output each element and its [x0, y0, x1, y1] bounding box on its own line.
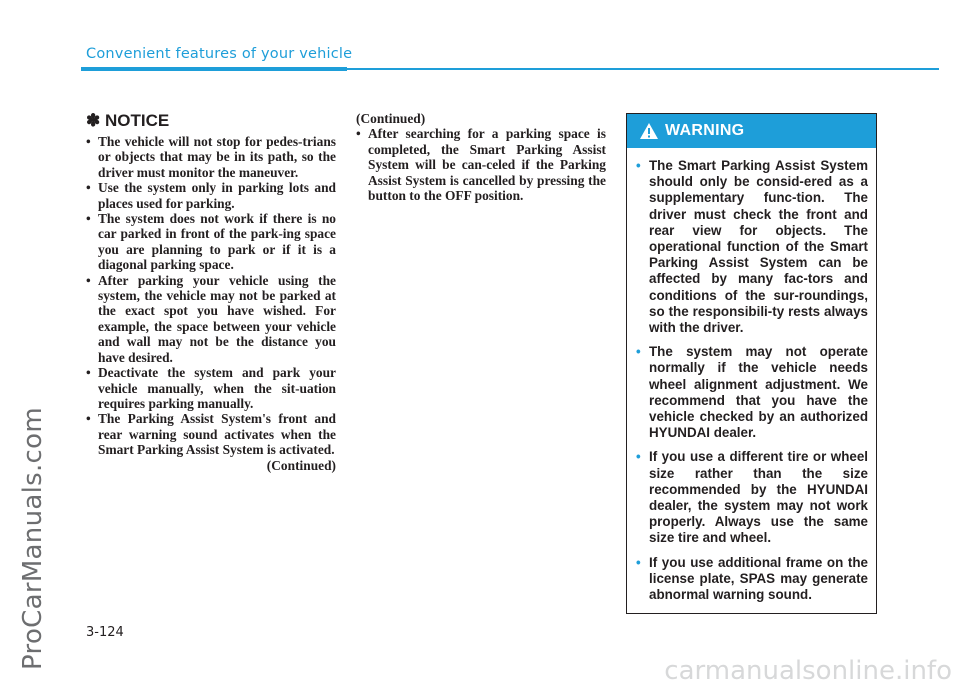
notice-title: ✽ NOTICE: [86, 111, 170, 130]
notice-item: • The Parking Assist System's front and rear warning sound activates when the Smart Parking Assist System is activated.: [86, 411, 336, 458]
header-rule: [81, 67, 347, 71]
continued-label: (Continued): [266, 457, 336, 473]
warning-item: • The Smart Parking Assist System should only be consid-ered as a supplementary func-tion. The driver must check the front and rear view for objects. The operational function of the Smart Parking Assist System can be affected by many fac-tors and conditions of the sur-roundings, so the responsibili-ty rests always with the driver.: [636, 158, 868, 336]
bullet-icon: •: [636, 449, 641, 465]
continuation-item: • After searching for a parking space is completed, the Smart Parking Assist System will be can-celed if the Parking Assist System is cancelled by pressing the button to the OFF position.: [356, 126, 606, 204]
header-rule-line: [347, 68, 939, 70]
continued-heading: (Continued): [356, 111, 426, 126]
warning-item: • The system may not operate normally if the vehicle needs wheel alignment adjustment. We recommend that you have the vehicle checked by an authorized HYUNDAI dealer.: [636, 344, 868, 441]
bottom-watermark: carmanualsonline.info: [664, 656, 952, 686]
notice-column: [86, 111, 336, 474]
bullet-icon: •: [636, 344, 641, 360]
bullet-icon: •: [636, 158, 641, 173]
notice-item: • After parking your vehicle using the system, the vehicle may not be parked at the exact spot you have wished. For example, the space between your vehicle and wall may not be the distance you have desired.: [86, 272, 336, 365]
warning-item: • If you use additional frame on the license plate, SPAS may generate abnormal warning sound.: [636, 554, 868, 603]
notice-item: • The vehicle will not stop for pedes-trians or objects that may be in its path, so the driver must monitor the maneuver.: [86, 134, 336, 180]
bullet-icon: •: [86, 180, 91, 196]
notice-item: • Use the system only in parking lots and places used for parking.: [86, 180, 336, 211]
page-number: 3-124: [86, 625, 124, 640]
bullet-icon: •: [86, 211, 91, 227]
continuation-column: [356, 111, 606, 203]
side-watermark: ProCarManuals.com: [18, 407, 48, 670]
bullet-icon: •: [636, 554, 641, 570]
notice-item: • The system does not work if there is no car parked in front of the park-ing space you are planning to park or if it is a diagonal parking space.: [86, 211, 336, 273]
warning-list: [627, 148, 876, 603]
bullet-icon: •: [86, 411, 91, 427]
bullet-icon: •: [356, 126, 361, 142]
bullet-icon: •: [86, 272, 91, 288]
warning-header: [627, 114, 876, 148]
warning-title: WARNING: [665, 122, 745, 139]
warning-box: [626, 113, 877, 614]
warning-item: • If you use a different tire or wheel size rather than the size recommended by the HYUNDAI dealer, the system may not work properly. Always use the same size tire and wheel.: [636, 449, 868, 546]
continuation-list: [356, 126, 606, 203]
bullet-icon: •: [86, 134, 91, 149]
notice-item: • Deactivate the system and park your vehicle manually, when the sit-uation requires parking manually.: [86, 365, 336, 411]
section-title: Convenient features of your vehicle: [86, 46, 353, 62]
notice-list: [86, 134, 336, 458]
bullet-icon: •: [86, 365, 91, 381]
warning-triangle-icon: [639, 122, 659, 140]
